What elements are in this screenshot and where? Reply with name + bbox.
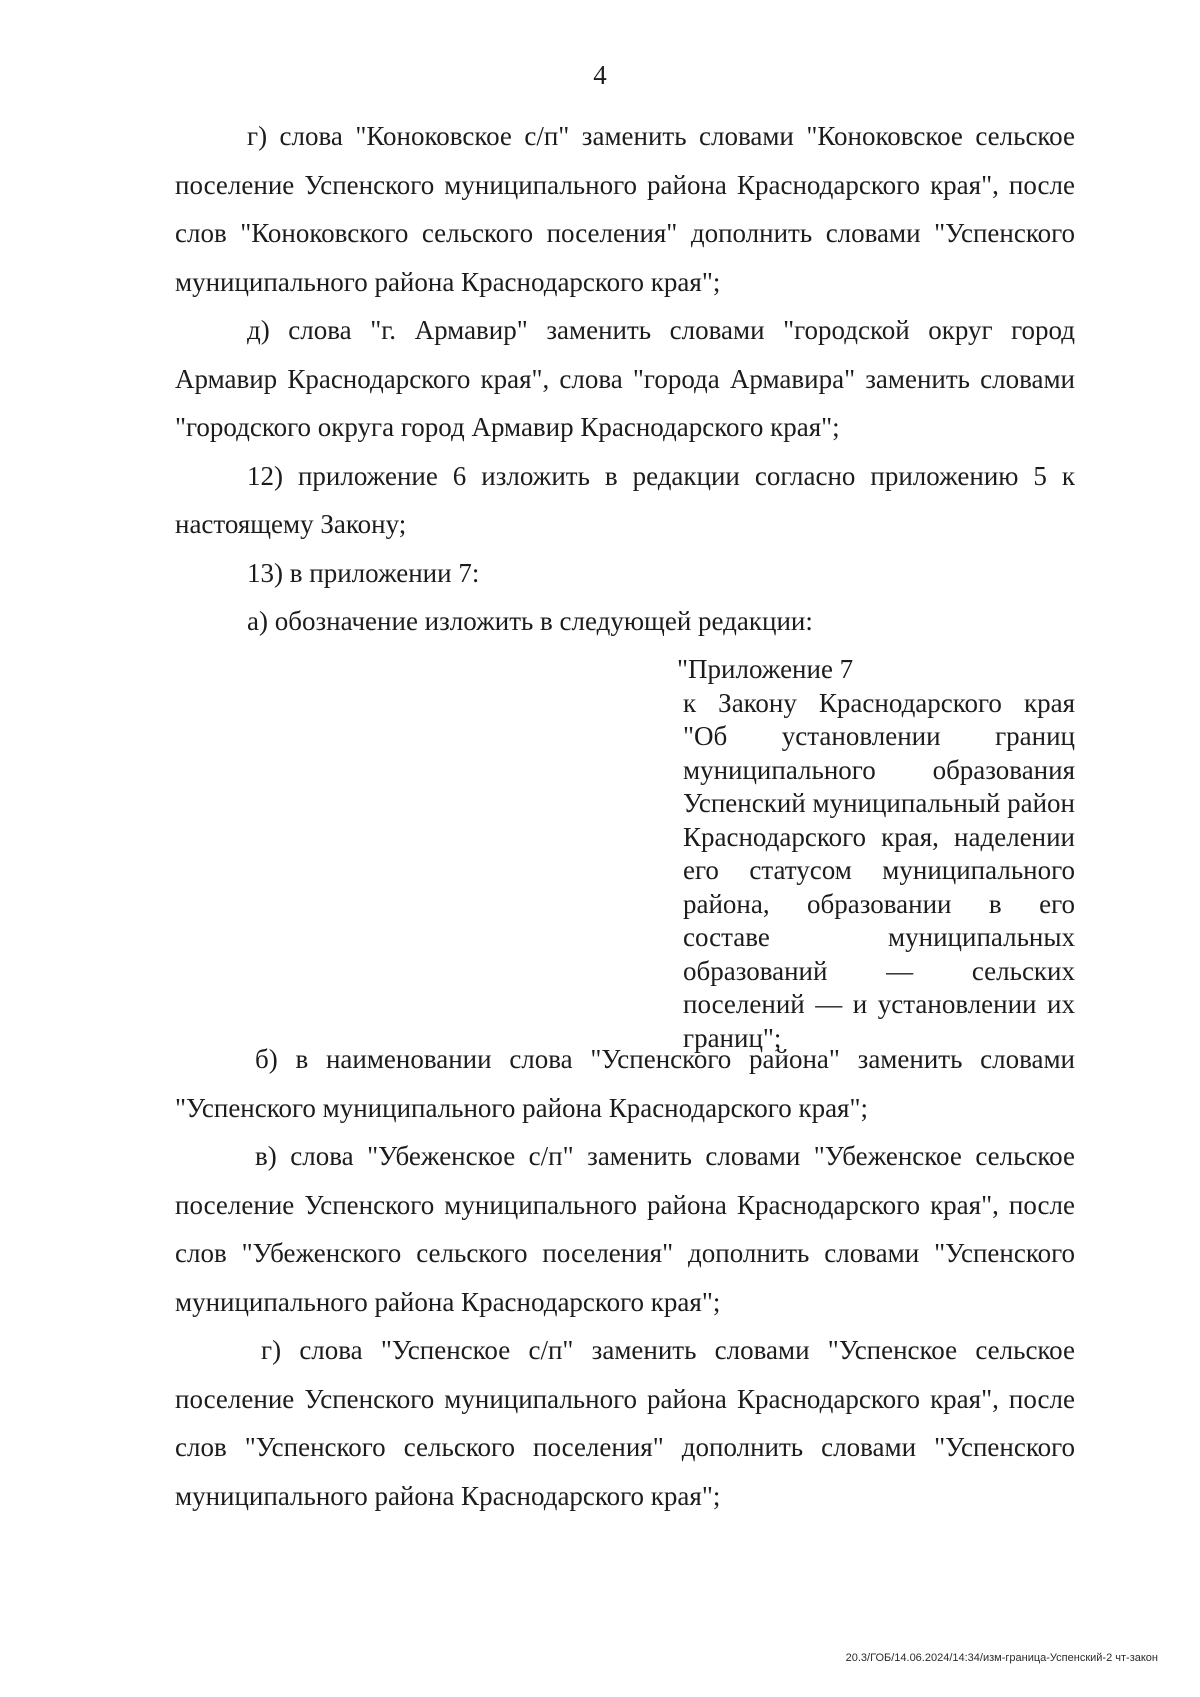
paragraph-a-designation: а) обозначение изложить в следующей редакции: [247, 606, 813, 636]
document-footer-stamp: 20.3/ГОБ/14.06.2024/14:34/изм-граница-Успенский-2 чт-закон [845, 1652, 1158, 1664]
paragraph-v-ubezhenskoe: в) слова "Убеженское с/п" заменить словами "Убеженское сельское поселение Успенского муниципального района Краснодарского края", после слов "Убеженского сельского поселения" дополнить словами "Успенского муниципального района Краснодарского края"; [175, 1141, 1075, 1317]
appendix-law-reference: к Закону Краснодарского края "Об установлении границ муниципального образования Успенский муниципальный район Краснодарского края, наделении его статусом муниципального района, образовании в его составе муниципальных образований — сельских поселений — и установлении их границ"; [683, 687, 1076, 1053]
appendix-title: "Приложение 7 [677, 654, 854, 684]
appendix-7-heading [677, 653, 1076, 1055]
page-number: 4 [593, 60, 607, 90]
paragraph-d-armavir: д) слова "г. Армавир" заменить словами "городской округ город Армавир Краснодарского края", слова "города Армавира" заменить словами "городского округа город Армавир Краснодарского края"; [175, 315, 1075, 442]
paragraph-13-appendix-7: 13) в приложении 7: [247, 557, 480, 588]
paragraph-g-uspenskoe: г) слова "Успенское с/п" заменить словами "Успенское сельское поселение Успенского муниципального района Краснодарского края", после слов "Успенского сельского поселения" дополнить словами "Успенского муниципального района Краснодарского края"; [175, 1335, 1075, 1511]
amendments-bottom [175, 1035, 1075, 1520]
paragraph-12-appendix-6: 12) приложение 6 изложить в редакции согласно приложению 5 к настоящему Закону; [175, 460, 1075, 539]
amendments-top [175, 112, 1075, 646]
paragraph-b-name: б) в наименовании слова "Успенского района" заменить словами "Успенского муниципального района Краснодарского края"; [175, 1044, 1075, 1123]
paragraph-g-konokovskoe: г) слова "Коноковское с/п" заменить словами "Коноковское сельское поселение Успенского муниципального района Краснодарского края", после слов "Коноковского сельского поселения" дополнить словами "Успенского муниципального района Краснодарского края"; [175, 121, 1075, 297]
